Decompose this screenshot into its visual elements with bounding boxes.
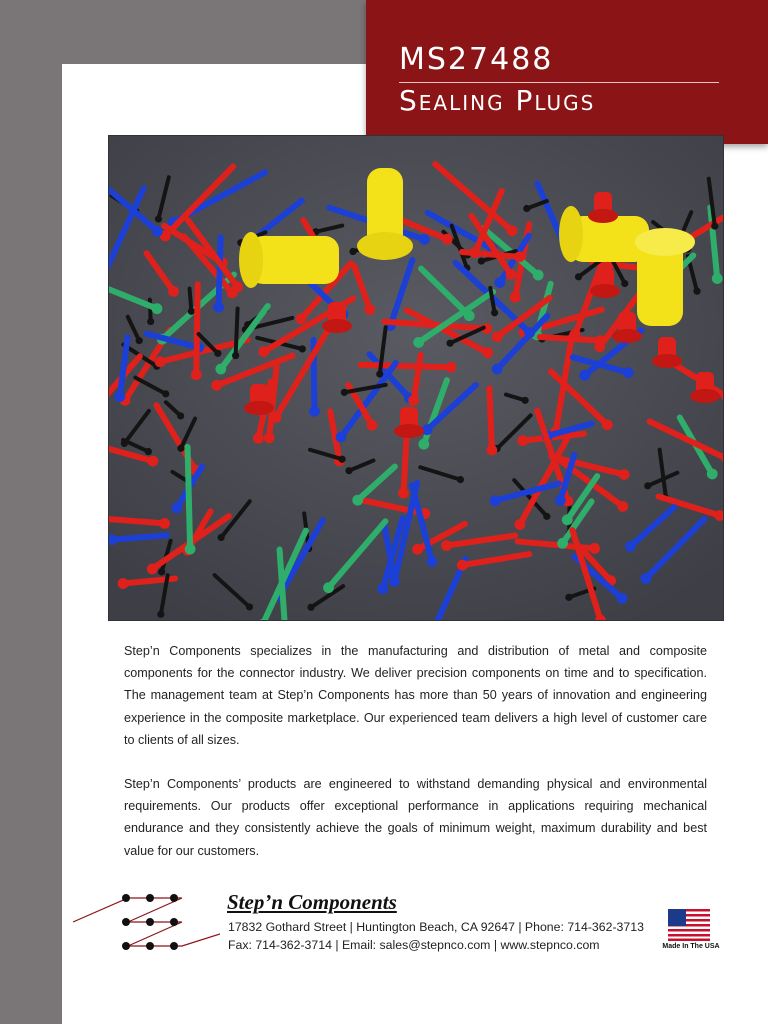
pin-head — [412, 544, 423, 555]
pin-head — [114, 391, 125, 402]
pin-head — [177, 445, 184, 452]
red-plug-flange — [652, 354, 682, 368]
pin-head — [185, 544, 196, 555]
pin-head — [640, 573, 651, 584]
pin-head — [517, 435, 528, 446]
sealing-plugs-illustration — [109, 136, 723, 620]
red-plug-flange — [612, 329, 642, 343]
red-plug-flange — [588, 209, 618, 223]
pin-head — [147, 318, 154, 325]
pin-head — [623, 367, 634, 378]
red-plug-flange — [322, 319, 352, 333]
red-plug-flange — [244, 401, 274, 415]
pin-head — [486, 445, 497, 456]
pin-head — [213, 302, 224, 313]
product-name-title: Sealing Plugs — [399, 84, 596, 117]
pin-head — [155, 356, 166, 367]
contact-line: Fax: 714-362-3714 | Email: sales@stepnco.com | www.stepnco.com — [228, 938, 600, 952]
pin-head — [490, 495, 501, 506]
pin-head — [296, 313, 307, 324]
pin-head — [602, 419, 613, 430]
pin-head — [162, 390, 169, 397]
pin-head — [152, 226, 163, 237]
pin-head — [155, 215, 162, 222]
pin-head — [232, 282, 243, 293]
pin-head — [565, 594, 572, 601]
pin-head — [575, 273, 582, 280]
pin-head — [168, 286, 179, 297]
description-paragraph-1: Step’n Components specializes in the manufacturing and distribution of metal and composite components for the connector industry. We deliver precision components on time and to specification. The management team at Step’n Components has more than 50 years of innovation and engineering experience in the composite marketplace. Our experienced team delivers a high level of customer care to clients of all sizes. — [124, 644, 707, 747]
pin-head — [336, 432, 347, 443]
pin-head — [214, 350, 221, 357]
pin-head — [218, 534, 225, 541]
pin-head — [177, 412, 184, 419]
pin-head — [307, 604, 314, 611]
pin-head — [427, 556, 438, 567]
pin-head — [145, 448, 152, 455]
pin-head — [644, 482, 651, 489]
pin-head — [494, 277, 505, 288]
pin-head — [159, 518, 170, 529]
pin — [540, 337, 600, 340]
red-plug-flange — [394, 424, 424, 438]
pin-head — [533, 270, 544, 281]
pin-head — [188, 308, 195, 315]
pin-head — [441, 540, 452, 551]
pin-head — [171, 503, 182, 514]
pin-head — [621, 280, 628, 287]
pin-head — [491, 309, 498, 316]
yellow-plug-flange — [357, 232, 413, 260]
yellow-plug-flange — [635, 228, 695, 256]
pin-head — [118, 578, 129, 589]
pin-head — [408, 395, 419, 406]
pin-head — [345, 467, 352, 474]
pin-head — [147, 456, 158, 467]
pin-head — [507, 225, 518, 236]
pin-head — [136, 337, 143, 344]
pin-head — [352, 495, 363, 506]
pin-head — [446, 362, 457, 373]
pin — [403, 437, 406, 493]
pin-head — [211, 380, 222, 391]
pin-head — [464, 310, 475, 321]
address-line: 17832 Gothard Street | Huntington Beach, CA 92647 | Phone: 714-362-3713 — [228, 920, 644, 934]
pin-head — [619, 469, 630, 480]
product-photo — [108, 135, 724, 621]
pin-head — [562, 514, 573, 525]
pin-head — [712, 273, 723, 284]
pin — [361, 365, 451, 367]
pin-head — [264, 432, 275, 443]
pin-head — [446, 340, 453, 347]
red-plug-flange — [590, 284, 620, 298]
pin-head — [377, 583, 388, 594]
pin-head — [524, 327, 535, 338]
pin-head — [457, 560, 468, 571]
pin-head — [579, 370, 590, 381]
pin-head — [506, 269, 517, 280]
title-banner — [366, 0, 768, 144]
pin-head — [158, 568, 165, 575]
pin — [188, 447, 191, 549]
pin-head — [341, 389, 348, 396]
description — [124, 640, 707, 884]
pin-head — [299, 345, 306, 352]
pin-head — [232, 352, 239, 359]
pin-head — [617, 501, 628, 512]
pin-head — [625, 541, 636, 552]
pin — [196, 284, 197, 375]
pin-head — [418, 439, 429, 450]
pin-head — [595, 335, 606, 346]
pin-head — [478, 257, 485, 264]
pin-head — [557, 538, 568, 549]
yellow-plug-flange — [559, 206, 583, 262]
pin-head — [555, 495, 566, 506]
description-paragraph-2: Step’n Components’ products are engineered to withstand demanding physical and environmental requirements. Our products offer exceptional performance in applications requiring mechanical endurance and they consistently achieve the goals of minimum weight, maximum durability and best value for our customers. — [124, 777, 707, 858]
pin-head — [398, 488, 409, 499]
pin-head — [693, 288, 700, 295]
contact-block — [228, 918, 644, 954]
pin — [236, 308, 238, 355]
made-in-usa-label: Made In The USA — [662, 943, 720, 950]
pin-head — [147, 563, 158, 574]
pin-head — [522, 397, 529, 404]
pin-head — [514, 251, 525, 262]
company-logo — [70, 888, 220, 956]
pin-head — [253, 433, 264, 444]
yellow-plug-flange — [239, 232, 263, 288]
pin-head — [191, 369, 202, 380]
pin — [219, 237, 221, 307]
pin-head — [349, 248, 356, 255]
pin-head — [246, 603, 253, 610]
pin-head — [309, 406, 320, 417]
pin-head — [492, 364, 503, 375]
pin-head — [389, 576, 400, 587]
pin-head — [364, 304, 375, 315]
pin-head — [367, 420, 378, 431]
pin-head — [589, 543, 600, 554]
pin-head — [258, 346, 269, 357]
pin-head — [323, 582, 334, 593]
part-number-title: MS27488 — [399, 42, 554, 77]
pin-head — [523, 205, 530, 212]
company-name: Step’n Components — [227, 890, 397, 914]
us-flag-icon — [668, 909, 710, 941]
pin-head — [707, 469, 718, 480]
pin-head — [514, 519, 525, 530]
pin-head — [338, 456, 345, 463]
pin-head — [510, 292, 521, 303]
pin-head — [419, 234, 430, 245]
pin-head — [543, 513, 550, 520]
pin-head — [152, 303, 163, 314]
pin-head — [711, 223, 718, 230]
pin-head — [413, 337, 424, 348]
pin-head — [457, 476, 464, 483]
pin-head — [442, 234, 453, 245]
pin — [489, 388, 491, 450]
pin-head — [617, 593, 628, 604]
pin-head — [482, 347, 493, 358]
pin-head — [215, 364, 226, 375]
red-plug-flange — [690, 389, 720, 403]
pin-head — [157, 611, 164, 618]
title-divider — [399, 82, 719, 83]
pin-head — [492, 331, 503, 342]
